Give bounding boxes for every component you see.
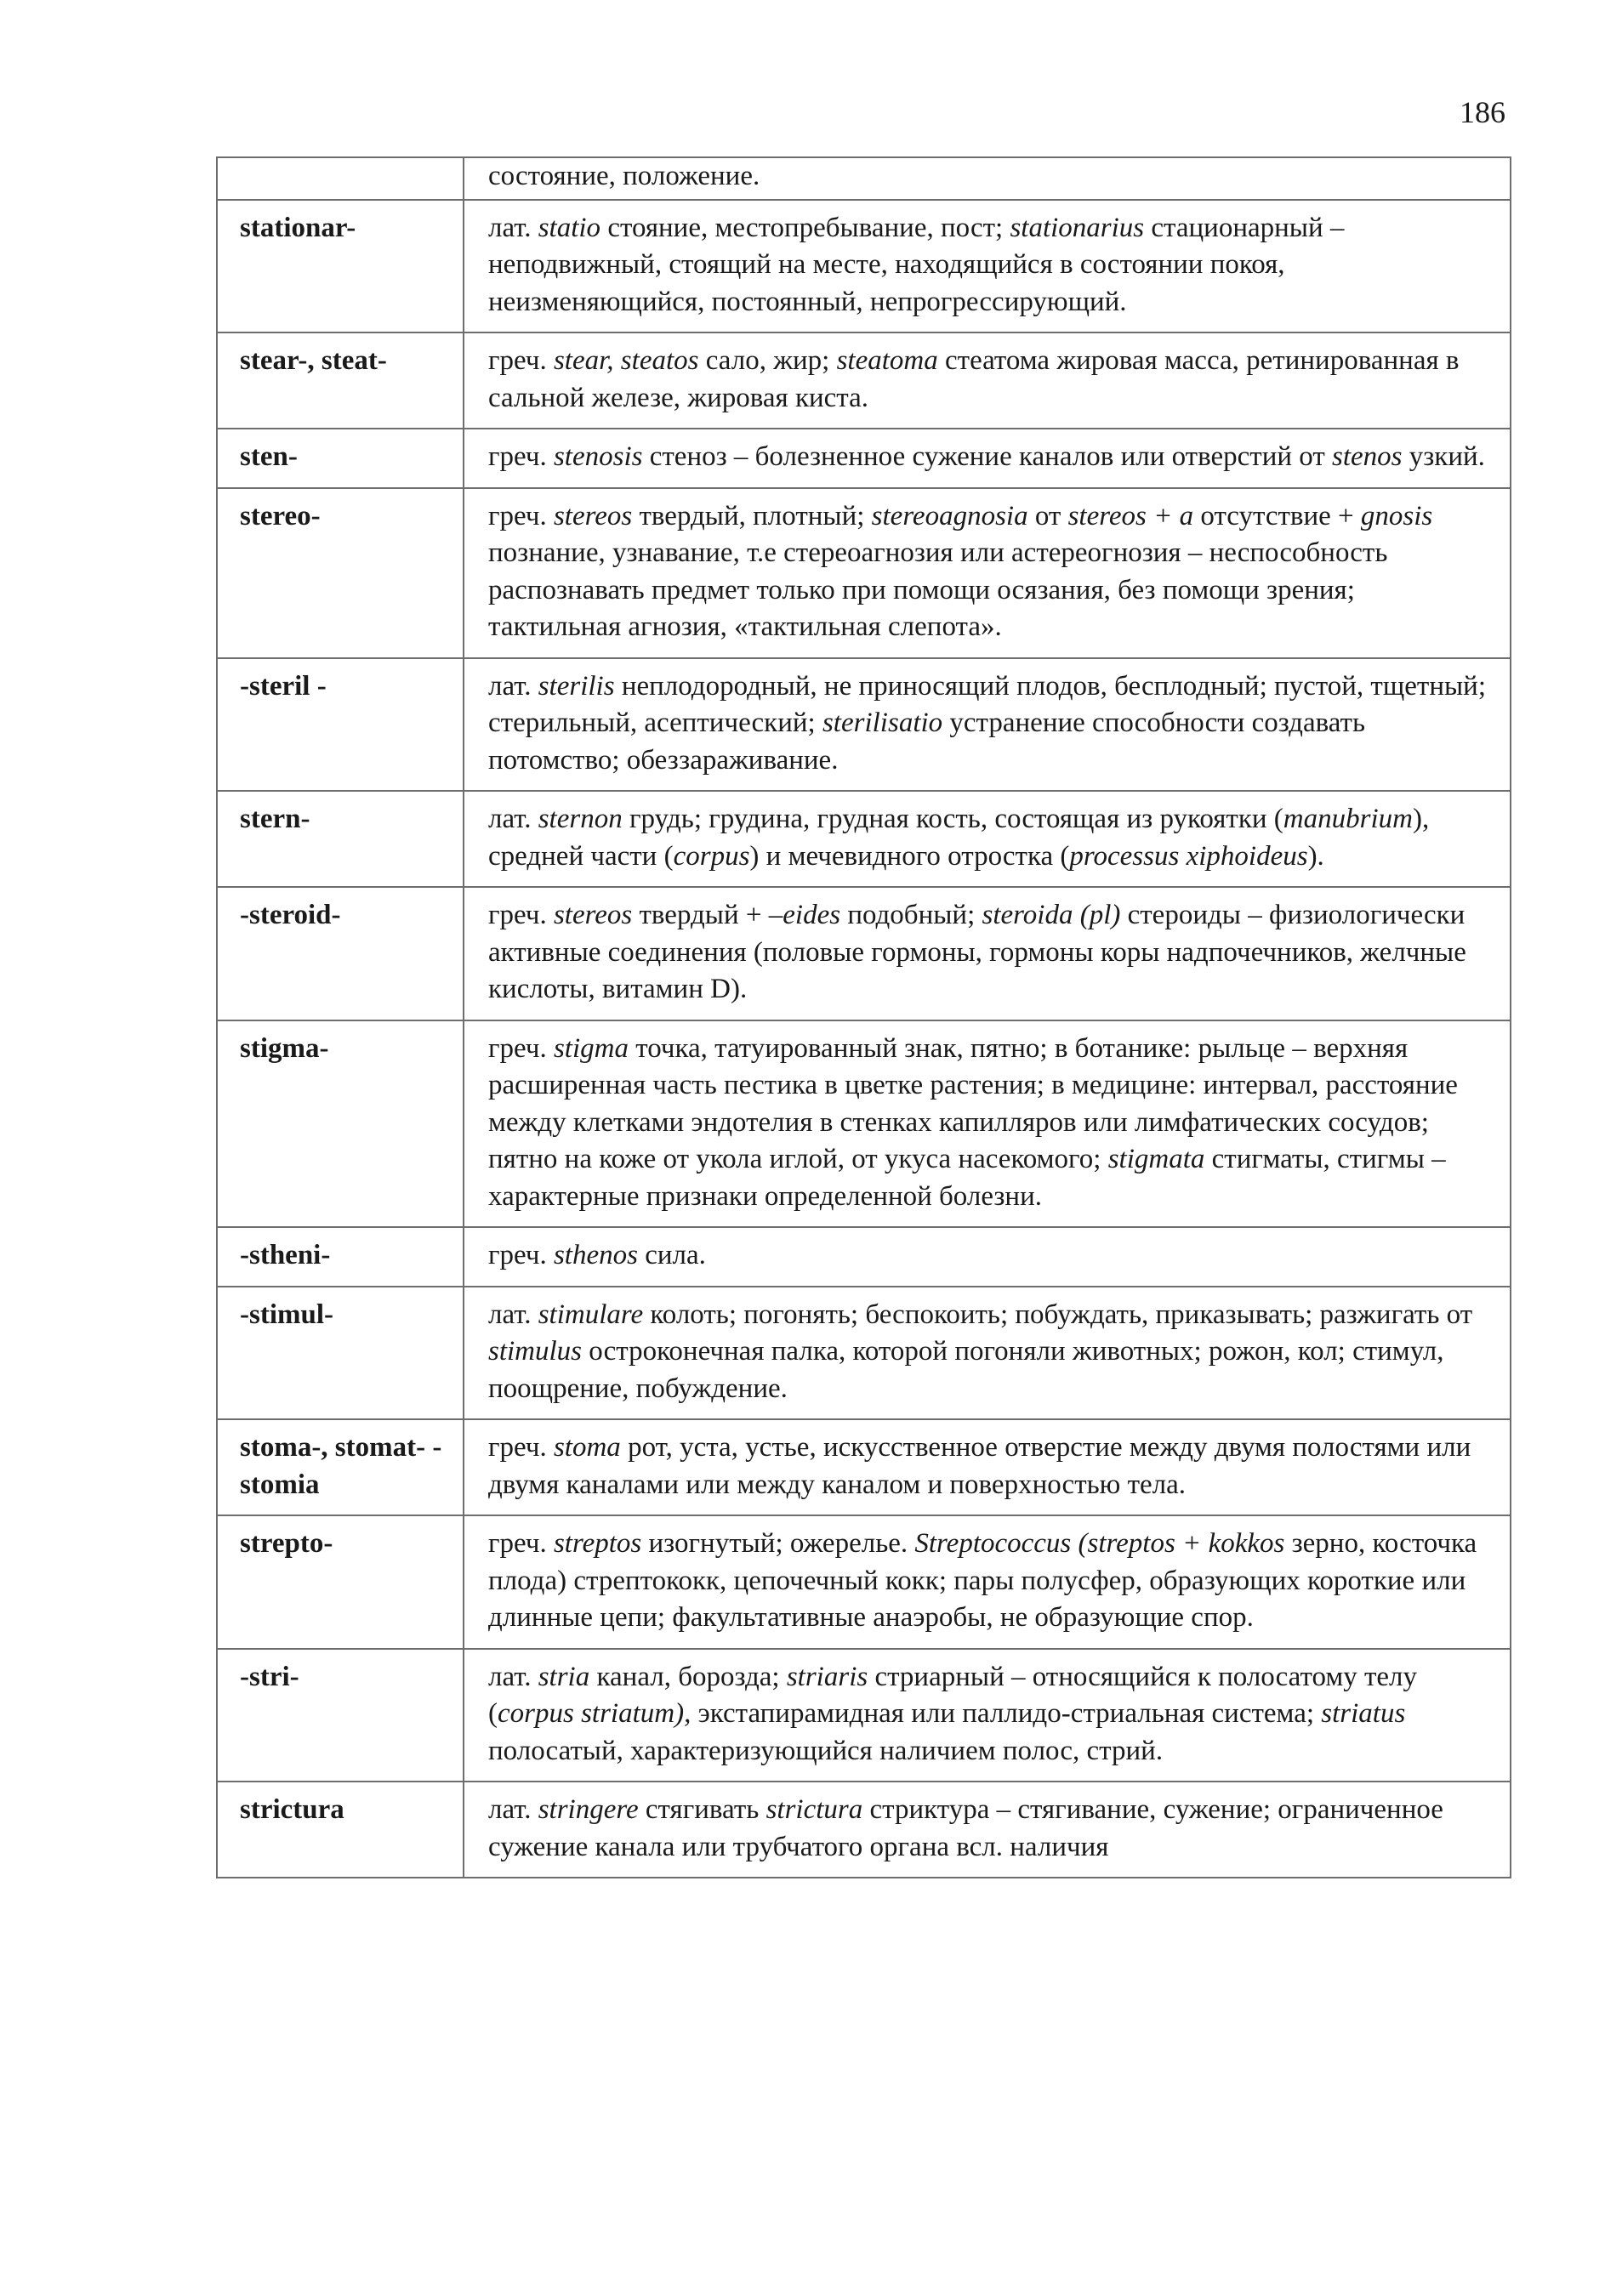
definition-cell <box>464 1419 1511 1515</box>
definition-text: остроконечная палка, которой погоняли животных; рожон, кол; стимул, поощрение, побуждение. <box>488 1336 1444 1404</box>
page-number: 186 <box>1460 95 1505 129</box>
term-cell <box>217 157 464 200</box>
definition-italic-text: sterilisatio <box>822 708 943 738</box>
definition-cell <box>464 200 1511 333</box>
definition-italic-text: stereoagnosia <box>871 500 1028 531</box>
term-cell: stern- <box>217 791 464 887</box>
definition-text: твердый + <box>632 900 769 930</box>
definition-text: неплодородный, не приносящий плодов, бесплодный; пустой, тщетный; стерильный, асептический; <box>488 670 1486 738</box>
definition-text: ), средней части ( <box>488 804 1430 872</box>
definition-italic-text: –eides <box>768 900 841 930</box>
definition-text: лат. <box>488 1794 538 1825</box>
definition-italic-text: processus xiphoideus <box>1069 840 1308 872</box>
definition-text: ) и мечевидного отростка ( <box>749 840 1070 872</box>
definition-text: колоть; погонять; беспокоить; побуждать, приказывать; разжигать от <box>643 1299 1473 1330</box>
definition-text: от <box>1027 500 1068 531</box>
definition-italic-text: statio <box>538 212 601 243</box>
definition-text: греч. <box>488 900 554 930</box>
term-cell: stigma- <box>217 1020 464 1228</box>
definition-text: экстапирамидная или паллидо-стриальная система; <box>691 1698 1322 1729</box>
definition-italic-text: sthenos <box>553 1240 638 1270</box>
definition-text: состояние, положение. <box>488 161 760 191</box>
term-cell: strepto- <box>217 1515 464 1649</box>
definition-text: греч. <box>488 1240 554 1270</box>
definition-text: познание, узнавание, т.е стереоагнозия или астереогнозия – неспособность распознавать предмет только при помощи осязания, без помощи зрения; тактильная агнозия, «тактильная слепота». <box>488 537 1388 642</box>
definition-italic-text: stenos <box>1332 441 1403 472</box>
definition-cell <box>464 1649 1511 1782</box>
definition-italic-text: stimulus <box>488 1336 583 1367</box>
term-cell: -steroid- <box>217 887 464 1020</box>
definition-cell <box>464 887 1511 1020</box>
definition-text: лат. <box>488 1661 538 1692</box>
definition-cell <box>464 1227 1511 1287</box>
term-cell: stereo- <box>217 488 464 658</box>
definition-cell <box>464 157 1511 200</box>
definition-italic-text: stigma <box>553 1032 629 1064</box>
definition-italic-text: striatus <box>1321 1698 1406 1729</box>
definition-cell <box>464 1287 1511 1420</box>
definition-cell <box>464 1020 1511 1228</box>
table-row <box>217 887 1511 1020</box>
definition-italic-text: streptos <box>553 1528 642 1559</box>
definition-italic-text: sternon <box>538 804 623 834</box>
definition-text: стеатома жировая масса, ретинированная в сальной железе, жировая киста. <box>488 345 1460 413</box>
definition-text: подобный; <box>840 900 982 930</box>
table-row <box>217 200 1511 333</box>
table-row <box>217 1515 1511 1649</box>
term-cell: stoma-, stomat- - stomia <box>217 1419 464 1515</box>
definition-text: лат. <box>488 804 538 834</box>
definition-text: греч. <box>488 345 554 376</box>
term-cell: stationar- <box>217 200 464 333</box>
definition-italic-text: stereos <box>553 900 633 930</box>
definition-text: стеноз – болезненное сужение каналов или отверстий от <box>642 441 1332 472</box>
definition-italic-text: steroida (pl) <box>982 900 1121 930</box>
definition-italic-text: stear, steatos <box>553 345 699 376</box>
table-row <box>217 791 1511 887</box>
definition-text: стягивать <box>638 1794 766 1825</box>
definition-cell <box>464 1515 1511 1649</box>
term-cell: -stimul- <box>217 1287 464 1420</box>
definition-italic-text: stereos + a <box>1067 500 1194 531</box>
definition-text: греч. <box>488 1432 554 1463</box>
definition-text: сила. <box>637 1240 706 1270</box>
table-row <box>217 1227 1511 1287</box>
definition-italic-text: stenosis <box>553 441 643 472</box>
definition-text: лат. <box>488 1299 538 1330</box>
definition-text: греч. <box>488 1528 554 1559</box>
definition-italic-text: Streptococcus (streptos + kokkos <box>914 1528 1285 1559</box>
definition-italic-text: corpus <box>673 840 750 872</box>
definition-cell <box>464 1782 1511 1878</box>
table-row <box>217 1649 1511 1782</box>
table-row <box>217 658 1511 792</box>
definition-italic-text: steatoma <box>836 345 938 376</box>
definition-italic-text: stoma <box>553 1432 621 1463</box>
definition-text: сало, жир; <box>698 345 837 376</box>
definition-text: грудь; грудина, грудная кость, состоящая из рукоятки ( <box>622 804 1283 834</box>
term-cell: -stri- <box>217 1649 464 1782</box>
definition-text: отсутствие + <box>1193 500 1361 531</box>
table-row <box>217 157 1511 200</box>
definition-text: греч. <box>488 441 554 472</box>
definition-text: стриарный – относящийся к полосатому телу ( <box>488 1661 1417 1729</box>
table-row <box>217 429 1511 488</box>
definition-text: устранение способности создавать потомство; обеззараживание. <box>488 708 1366 776</box>
definition-cell <box>464 658 1511 792</box>
term-cell: strictura <box>217 1782 464 1878</box>
definition-text: твердый, плотный; <box>632 500 872 531</box>
definition-italic-text: sterilis <box>538 670 615 702</box>
definition-text: полосатый, характеризующийся наличием полос, стрий. <box>488 1735 1164 1766</box>
definition-italic-text: stria <box>538 1661 590 1692</box>
table-row <box>217 488 1511 658</box>
definition-italic-text: corpus striatum), <box>498 1698 691 1729</box>
definition-italic-text: strictura <box>765 1794 863 1825</box>
definition-italic-text: stringere <box>538 1794 639 1825</box>
term-cell: -steril - <box>217 658 464 792</box>
definition-cell <box>464 429 1511 488</box>
definition-text: изогнутый; ожерелье. <box>641 1528 915 1559</box>
definition-italic-text: manubrium <box>1283 804 1413 834</box>
definition-italic-text: stereos <box>553 500 633 531</box>
table-row <box>217 332 1511 429</box>
definition-text: канал, борозда; <box>589 1661 787 1692</box>
definition-text: греч. <box>488 500 554 531</box>
table-row <box>217 1020 1511 1228</box>
definition-italic-text: stationarius <box>1010 212 1145 243</box>
table-row <box>217 1287 1511 1420</box>
definition-cell <box>464 488 1511 658</box>
definition-text: ). <box>1307 840 1324 872</box>
glossary-table <box>216 156 1511 1878</box>
definition-cell <box>464 332 1511 429</box>
definition-text: стационарный – неподвижный, стоящий на месте, находящийся в состоянии покоя, неизменяющийся, постоянный, непрогрессирующий. <box>488 212 1345 317</box>
table-row <box>217 1782 1511 1878</box>
definition-text: рот, уста, устье, искусственное отверстие между двумя полостями или двумя каналами или между каналом и поверхностью тела. <box>488 1432 1471 1500</box>
definition-text: лат. <box>488 670 538 702</box>
glossary-body <box>217 157 1511 1878</box>
definition-text: зерно, косточка плода) стрептококк, цепочечный кокк; пары полусфер, образующих короткие или длинные цепи; факультативные анаэробы, не образующие спор. <box>488 1528 1477 1633</box>
table-row <box>217 1419 1511 1515</box>
definition-text: стояние, местопребывание, пост; <box>600 212 1010 243</box>
definition-text: лат. <box>488 212 538 243</box>
definition-text: греч. <box>488 1032 554 1064</box>
term-cell: stear-, steat- <box>217 332 464 429</box>
definition-italic-text: stigmata <box>1107 1144 1205 1174</box>
definition-italic-text: gnosis <box>1360 500 1433 531</box>
definition-cell <box>464 791 1511 887</box>
term-cell: sten- <box>217 429 464 488</box>
definition-text: стриктура – стягивание, сужение; ограниченное сужение канала или трубчатого органа всл. наличия <box>488 1794 1443 1862</box>
definition-italic-text: stimulare <box>538 1299 644 1330</box>
definition-text: узкий. <box>1402 441 1485 472</box>
definition-italic-text: striaris <box>786 1661 868 1692</box>
definition-text: стероиды – физиологически активные соединения (половые гормоны, гормоны коры надпочечников, желчные кислоты, витамин D). <box>488 900 1466 1004</box>
definition-text: точка, татуированный знак, пятно; в ботанике: рыльце – верхняя расширенная часть пестика в цветке растения; в медицине: интервал, расстояние между клетками эндотелия в стенках капилляров или лимфатических сосудов; пятно на коже от укола иглой, от укуса насекомого; <box>488 1032 1458 1174</box>
definition-text: стигматы, стигмы – характерные признаки определенной болезни. <box>488 1144 1446 1212</box>
term-cell: -stheni- <box>217 1227 464 1287</box>
